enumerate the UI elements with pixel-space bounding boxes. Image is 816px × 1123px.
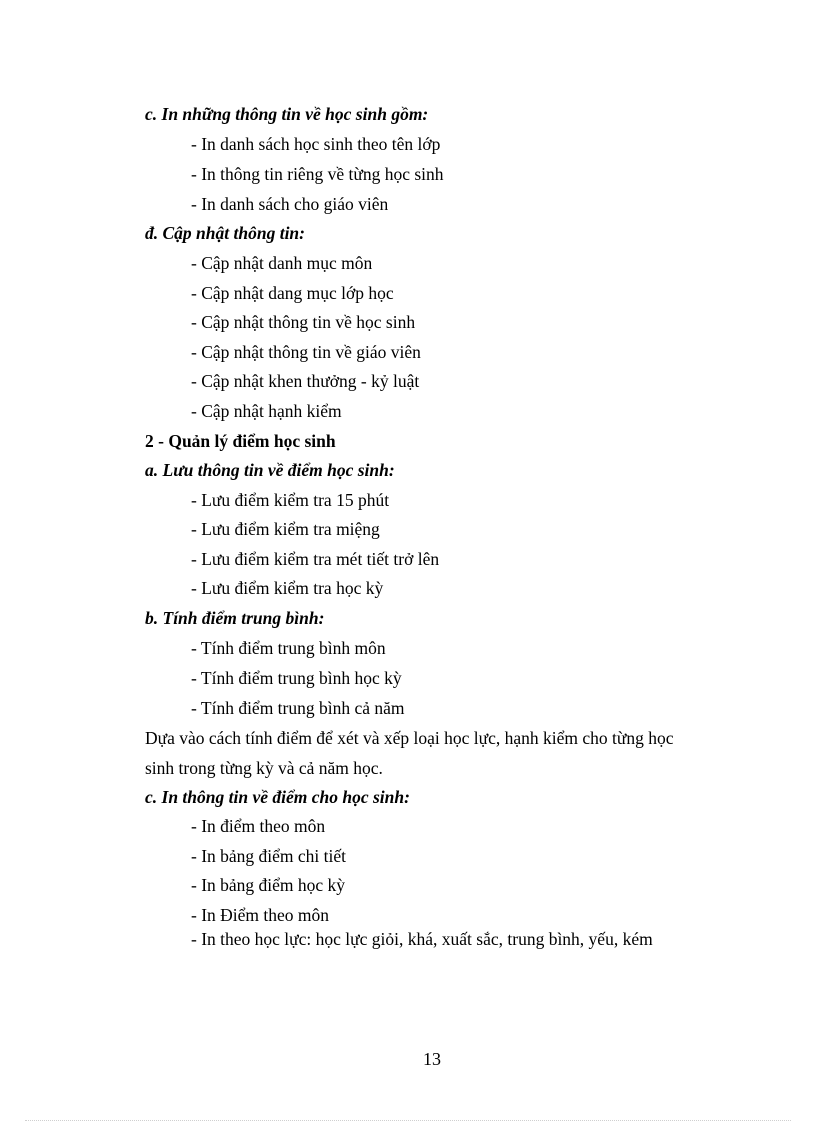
- list-item: - Cập nhật dang mục lớp học: [191, 283, 394, 303]
- list-item: - Lưu điểm kiểm tra miệng: [191, 519, 380, 539]
- page-bottom-divider: [25, 1120, 791, 1121]
- list-item: - In bảng điểm học kỳ: [191, 875, 346, 895]
- list-item: - In thông tin riêng về từng học sinh: [191, 164, 444, 184]
- section-heading: c. In thông tin về điểm cho học sinh:: [145, 787, 410, 807]
- chapter-heading: 2 - Quản lý điểm học sinh: [145, 431, 336, 451]
- list-item: - Tính điểm trung bình học kỳ: [191, 668, 402, 688]
- list-item: - Cập nhật khen thưởng - kỷ luật: [191, 371, 420, 391]
- list-item: - Cập nhật hạnh kiểm: [191, 401, 342, 421]
- list-item: - In bảng điểm chi tiết: [191, 846, 347, 866]
- list-item: - Cập nhật thông tin về giáo viên: [191, 342, 421, 362]
- list-item: - In theo học lực: học lực giỏi, khá, xuất sắc, trung bình, yếu, kém: [191, 929, 653, 949]
- list-item: - In danh sách cho giáo viên: [191, 194, 389, 214]
- list-item: - Lưu điểm kiểm tra học kỳ: [191, 578, 384, 598]
- list-item: - Cập nhật danh mục môn: [191, 253, 373, 273]
- list-item: - Tính điểm trung bình môn: [191, 638, 386, 658]
- section-heading: đ. Cập nhật thông tin:: [145, 223, 305, 243]
- list-item: - In danh sách học sinh theo tên lớp: [191, 134, 441, 154]
- list-item: - Lưu điểm kiểm tra mét tiết trở lên: [191, 549, 440, 569]
- list-item: - Tính điểm trung bình cả năm: [191, 698, 405, 718]
- paragraph-line: Dựa vào cách tính điểm để xét và xếp loại học lực, hạnh kiểm cho từng học: [145, 728, 674, 748]
- section-heading: c. In những thông tin về học sinh gồm:: [145, 104, 429, 124]
- list-item: - In Điểm theo môn: [191, 905, 330, 925]
- list-item: - Lưu điểm kiểm tra 15 phút: [191, 490, 390, 510]
- page-number: 13: [423, 1049, 441, 1069]
- section-heading: a. Lưu thông tin về điểm học sinh:: [145, 460, 395, 480]
- list-item: - Cập nhật thông tin về học sinh: [191, 312, 416, 332]
- section-heading: b. Tính điểm trung bình:: [145, 608, 325, 628]
- list-item: - In điểm theo môn: [191, 816, 326, 836]
- paragraph-line: sinh trong từng kỳ và cả năm học.: [145, 758, 383, 778]
